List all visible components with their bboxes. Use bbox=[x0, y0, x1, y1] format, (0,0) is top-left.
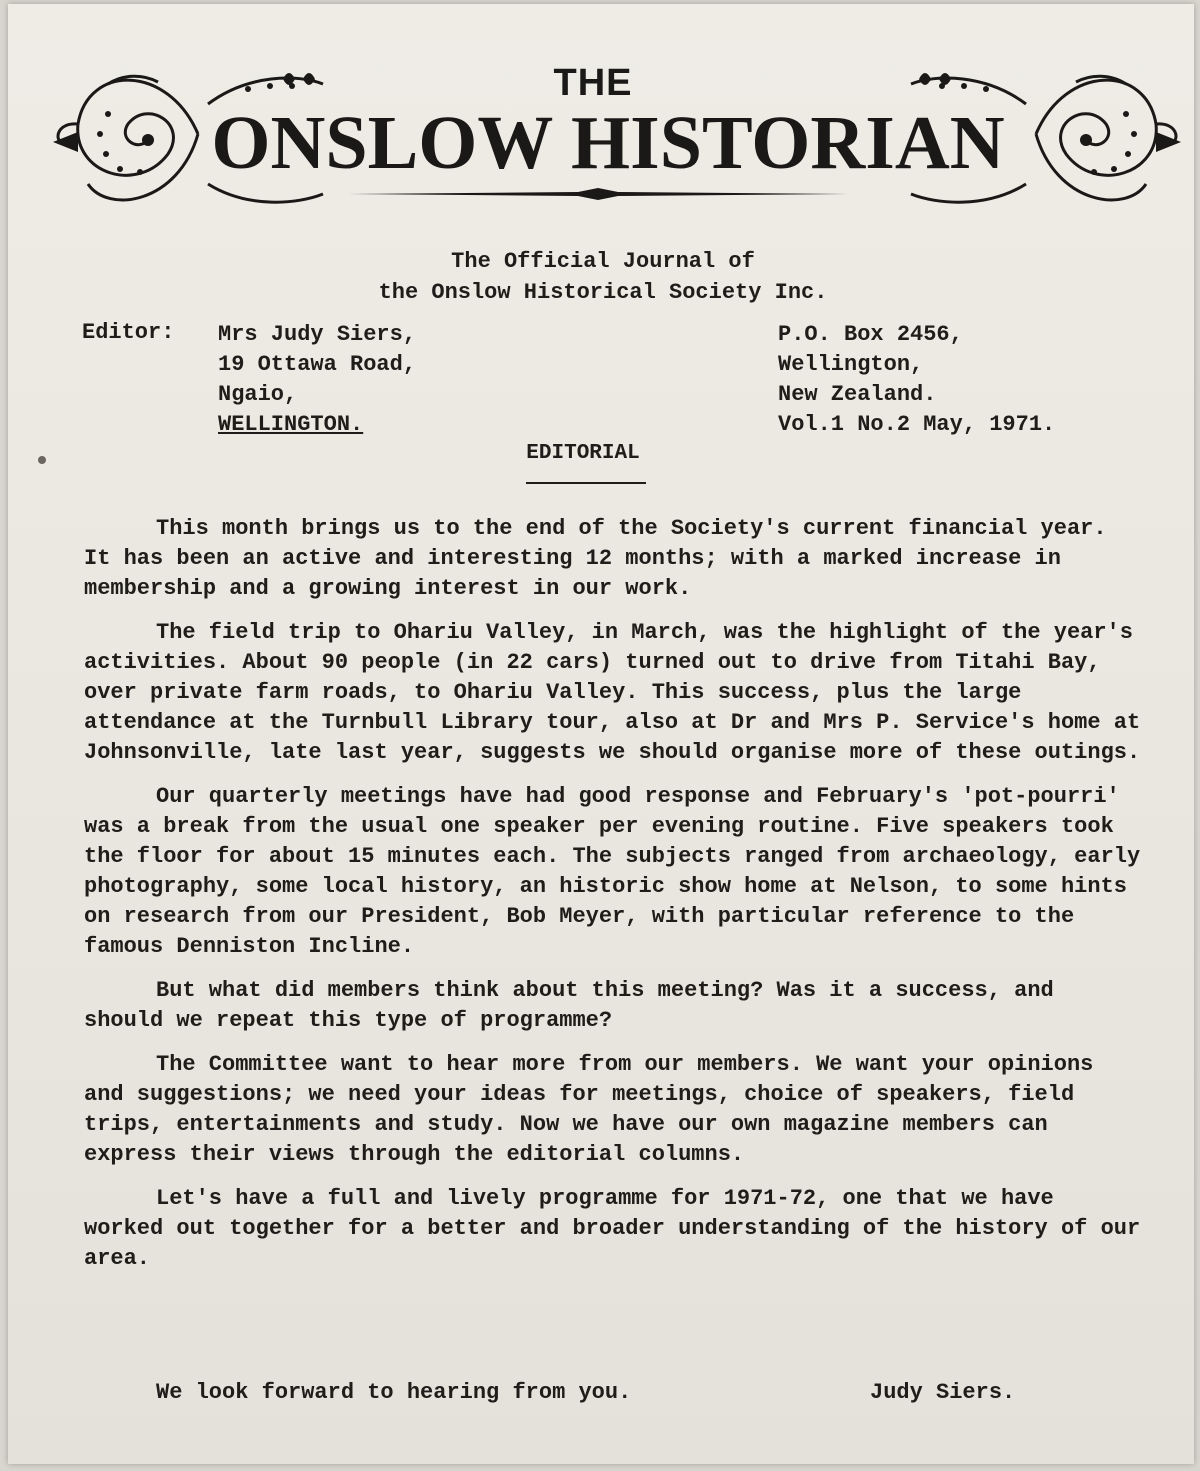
closing-line: We look forward to hearing from you. bbox=[156, 1380, 632, 1405]
journal-line-1: The Official Journal of bbox=[451, 249, 755, 274]
society-address bbox=[778, 320, 1055, 440]
editor-city-text: WELLINGTON. bbox=[218, 412, 364, 437]
editorial-paragraph: Let's have a full and lively programme for 1971-72, one that we have worked out together for a better and broader understanding of the history of our area. bbox=[84, 1186, 1141, 1271]
editor-name: Mrs Judy Siers, bbox=[218, 322, 417, 347]
signature: Judy Siers. bbox=[870, 1380, 1016, 1405]
editorial-paragraph: The field trip to Ohariu Valley, in March, was the highlight of the year's activities. About 90 people (in 22 cars) turned out to drive from Titahi Bay, over private farm roads, to Ohariu Valley. This success, plus the large attendance at the Turnbull Library tour, also at Dr and Mrs P. Service's home at Johnsonville, late last year, suggests we should organise more of these outings. bbox=[84, 620, 1141, 765]
editor-street: 19 Ottawa Road, bbox=[218, 352, 417, 377]
editorial-divider bbox=[526, 482, 646, 484]
society-box: P.O. Box 2456, bbox=[778, 322, 963, 347]
editor-address bbox=[218, 320, 416, 440]
editorial-heading: EDITORIAL bbox=[526, 442, 640, 465]
editor-suburb: Ngaio, bbox=[218, 382, 298, 407]
masthead-the: THE bbox=[553, 62, 633, 104]
editor-city bbox=[218, 410, 416, 440]
editor-label: Editor: bbox=[82, 320, 175, 345]
editorial-paragraph: But what did members think about this meeting? Was it a success, and should we repeat this type of programme? bbox=[84, 978, 1054, 1033]
masthead-title: ONSLOW HISTORIAN bbox=[211, 101, 1005, 185]
editorial-paragraph: Our quarterly meetings have had good response and February's 'pot-pourri' was a break from the usual one speaker per evening routine. Five speakers took the floor for about 15 minutes each. The subjects ranged from archaeology, early photography, some local history, an historic show home at Nelson, to some hints on research from our President, Bob Meyer, with particular reference to the famous Denniston Incline. bbox=[84, 784, 1141, 959]
journal-page bbox=[8, 4, 1194, 1464]
editorial-paragraph: This month brings us to the end of the Society's current financial year. It has been an active and interesting 12 months; with a marked increase in membership and a growing interest in our work. bbox=[84, 516, 1107, 601]
society-country: New Zealand. bbox=[778, 382, 937, 407]
signoff bbox=[156, 1380, 1056, 1405]
journal-subtitle bbox=[258, 246, 948, 308]
punch-mark bbox=[38, 456, 46, 464]
issue-info: Vol.1 No.2 May, 1971. bbox=[778, 412, 1056, 437]
masthead bbox=[8, 4, 1194, 234]
editorial-paragraph: The Committee want to hear more from our members. We want your opinions and suggestions; we need your ideas for meetings, choice of speakers, field trips, entertainments and study. Now we have our own magazine members can express their views through the editorial columns. bbox=[84, 1052, 1094, 1167]
journal-line-2: the Onslow Historical Society Inc. bbox=[378, 280, 828, 305]
society-city: Wellington, bbox=[778, 352, 924, 377]
editorial-body bbox=[84, 514, 1144, 1288]
masthead-rule-ornament-icon bbox=[348, 188, 848, 200]
